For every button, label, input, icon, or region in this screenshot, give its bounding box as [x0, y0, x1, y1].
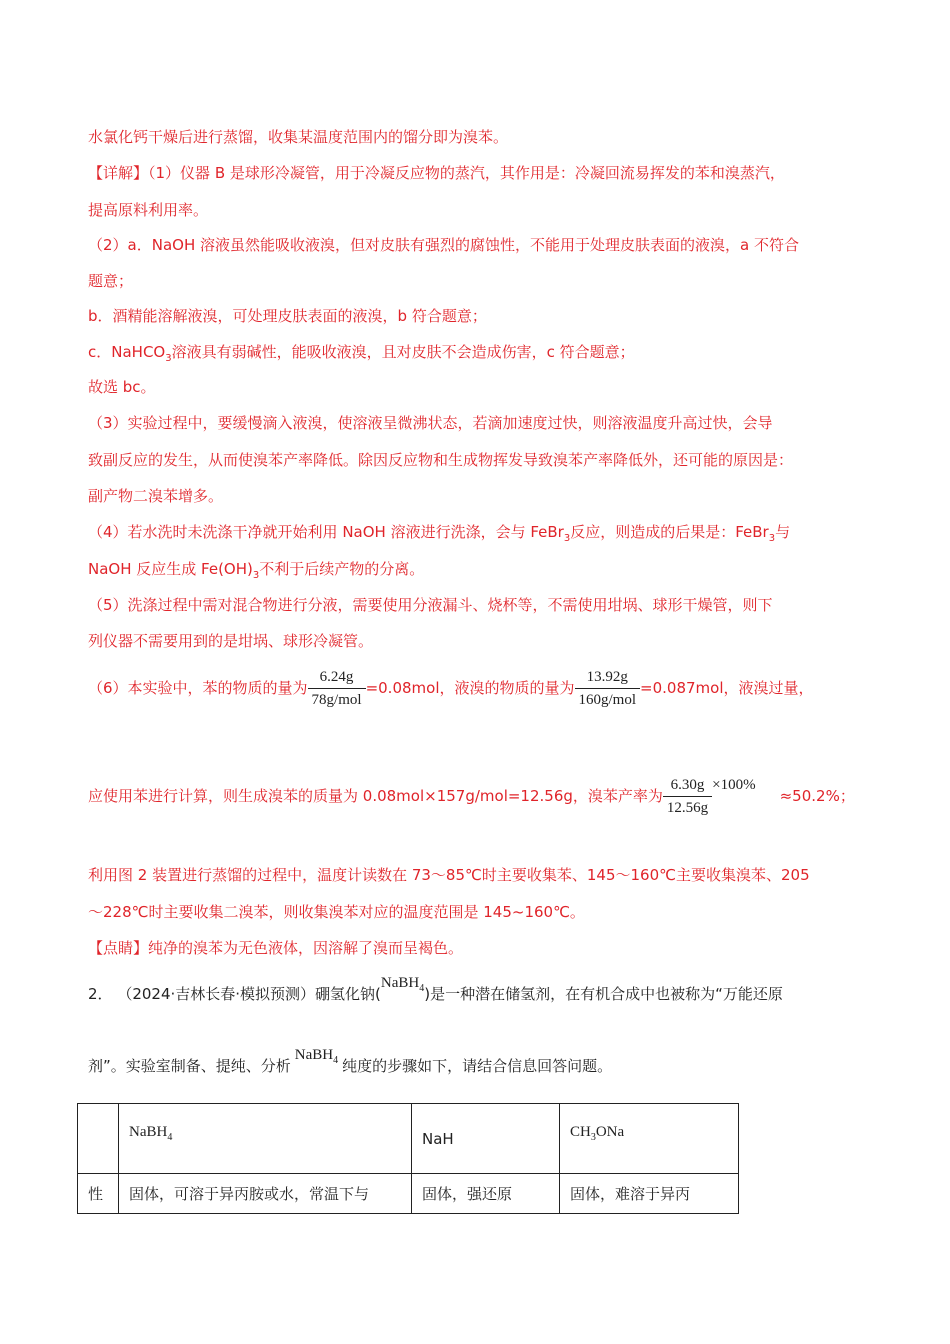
text: =0.087mol，液溴过量，: [640, 679, 814, 697]
text-line: 水氯化钙干燥后进行蒸馏，收集某温度范围内的馏分即为溴苯。: [88, 128, 509, 146]
fraction: [575, 667, 641, 710]
text: NaOH 反应生成 Fe(OH): [88, 560, 253, 578]
text-line: [88, 342, 635, 369]
question-source: （2024·吉林长春·模拟预测）: [117, 985, 316, 1003]
text-line: 副产物二溴苯增多。: [88, 487, 224, 505]
tip-tag: 【点睛】: [88, 939, 149, 957]
subscript: 3: [165, 353, 172, 364]
question-line: [88, 970, 783, 1025]
fraction-numerator: 6.24g: [319, 669, 354, 685]
text-line: [88, 664, 813, 712]
fraction-denominator: 12.56g: [663, 796, 712, 818]
property-table: [77, 1103, 739, 1214]
question-line: [88, 1042, 612, 1097]
table-header-cell: $CH_3ONa$: [560, 1104, 739, 1174]
text-line: [88, 163, 785, 183]
question-number: 2．: [88, 985, 113, 1003]
table-row: [78, 1104, 739, 1174]
fraction-numerator: 13.92g: [586, 669, 628, 685]
text: 应使用苯进行计算，则生成溴苯的质量为 0.08mol×157g/mol=12.56g，溴苯产率为: [88, 787, 663, 805]
text: 硼氢化钠(: [315, 985, 381, 1003]
text-line: b．酒精能溶解液溴，可处理皮肤表面的液溴，b 符合题意；: [88, 307, 487, 325]
table-cell: 固体，强还原: [412, 1174, 560, 1214]
text-line: 致副反应的发生，从而使溴苯产率降低。除因反应物和生成物挥发导致溴苯产率降低外，还可能的原因是：: [88, 451, 794, 469]
text-line: [88, 772, 855, 821]
text: 纯净的溴苯为无色液体，因溶解了溴而呈褐色。: [148, 939, 464, 957]
text: 纯度的步骤如下，请结合信息回答问题。: [342, 1057, 613, 1075]
text: 溶液具有弱碱性，能吸收液溴，且对皮肤不会造成伤害，c 符合题意；: [171, 343, 635, 361]
table-header-cell: NaBH$_4$: [119, 1104, 412, 1174]
subscript: 3: [563, 533, 571, 544]
table-row: [78, 1174, 739, 1214]
subscript: 3: [252, 570, 260, 581]
text-line: 利用图 2 装置进行蒸馏的过程中，温度计读数在 73～85℃时主要收集苯、145～160℃主要收集溴苯、205: [88, 866, 810, 884]
text: )是一种潜在储氢剂，在有机合成中也被称为“万能还原: [424, 985, 783, 1003]
table-cell: 固体，可溶于异丙胺或水，常温下与: [119, 1174, 412, 1214]
text-line: （3）实验过程中，要缓慢滴入液溴，使溶液呈微沸状态，若滴加速度过快，则溶液温度升高过快，会导: [88, 414, 773, 432]
text-line: （5）洗涤过程中需对混合物进行分液，需要使用分液漏斗、烧杯等，不需使用坩埚、球形干燥管，则下: [88, 596, 773, 614]
detail-tag: 【详解】: [88, 164, 149, 182]
percent-factor: ×100%: [712, 777, 756, 793]
text: 不利于后续产物的分离。: [259, 560, 425, 578]
fraction: [308, 667, 366, 710]
text: 与: [775, 523, 791, 541]
fraction-denominator: 78g/mol: [308, 688, 366, 710]
text-line: 题意；: [88, 272, 134, 290]
text-line: [88, 522, 790, 549]
text: （1）仪器 B 是球形冷凝管，用于冷凝反应物的蒸汽，其作用是：冷凝回流易挥发的苯和溴蒸汽，: [148, 164, 785, 182]
text-line: [88, 559, 424, 586]
subscript: 3: [768, 533, 776, 544]
text: c．NaHCO: [88, 343, 166, 361]
text-line: 故选 bc。: [88, 378, 156, 396]
table-header-cell: NaH: [412, 1104, 560, 1174]
text-line: 列仪器不需要用到的是坩埚、球形冷凝管。: [88, 632, 374, 650]
text: 反应，则造成的后果是：FeBr: [570, 523, 769, 541]
fraction-numerator: 6.30g: [670, 777, 705, 793]
fraction: [663, 775, 712, 818]
text: （6）本实验中，苯的物质的量为: [88, 679, 308, 697]
table-cell: 性: [78, 1174, 119, 1214]
text-line: （2）a．NaOH 溶液虽然能吸收液溴，但对皮肤有强烈的腐蚀性，不能用于处理皮肤表面的液溴，a 不符合: [88, 236, 799, 254]
text-line: 提高原料利用率。: [88, 201, 209, 219]
formula: NaBH$_4$: [380, 975, 425, 994]
text: ≈50.2%；: [779, 787, 855, 805]
text: （4）若水洗时未洗涤干净就开始利用 NaOH 溶液进行洗涤，会与 FeBr: [88, 523, 564, 541]
text: 剂”。实验室制备、提纯、分析: [88, 1057, 291, 1075]
text-line: ～228℃时主要收集二溴苯，则收集溴苯对应的温度范围是 145~160℃。: [88, 903, 585, 921]
fraction-denominator: 160g/mol: [575, 688, 641, 710]
text-line: [88, 938, 463, 958]
text: =0.08mol，液溴的物质的量为: [365, 679, 575, 697]
table-cell: [78, 1104, 119, 1174]
table-cell: 固体，难溶于异丙: [560, 1174, 739, 1214]
formula: NaBH$_4$: [294, 1047, 339, 1066]
